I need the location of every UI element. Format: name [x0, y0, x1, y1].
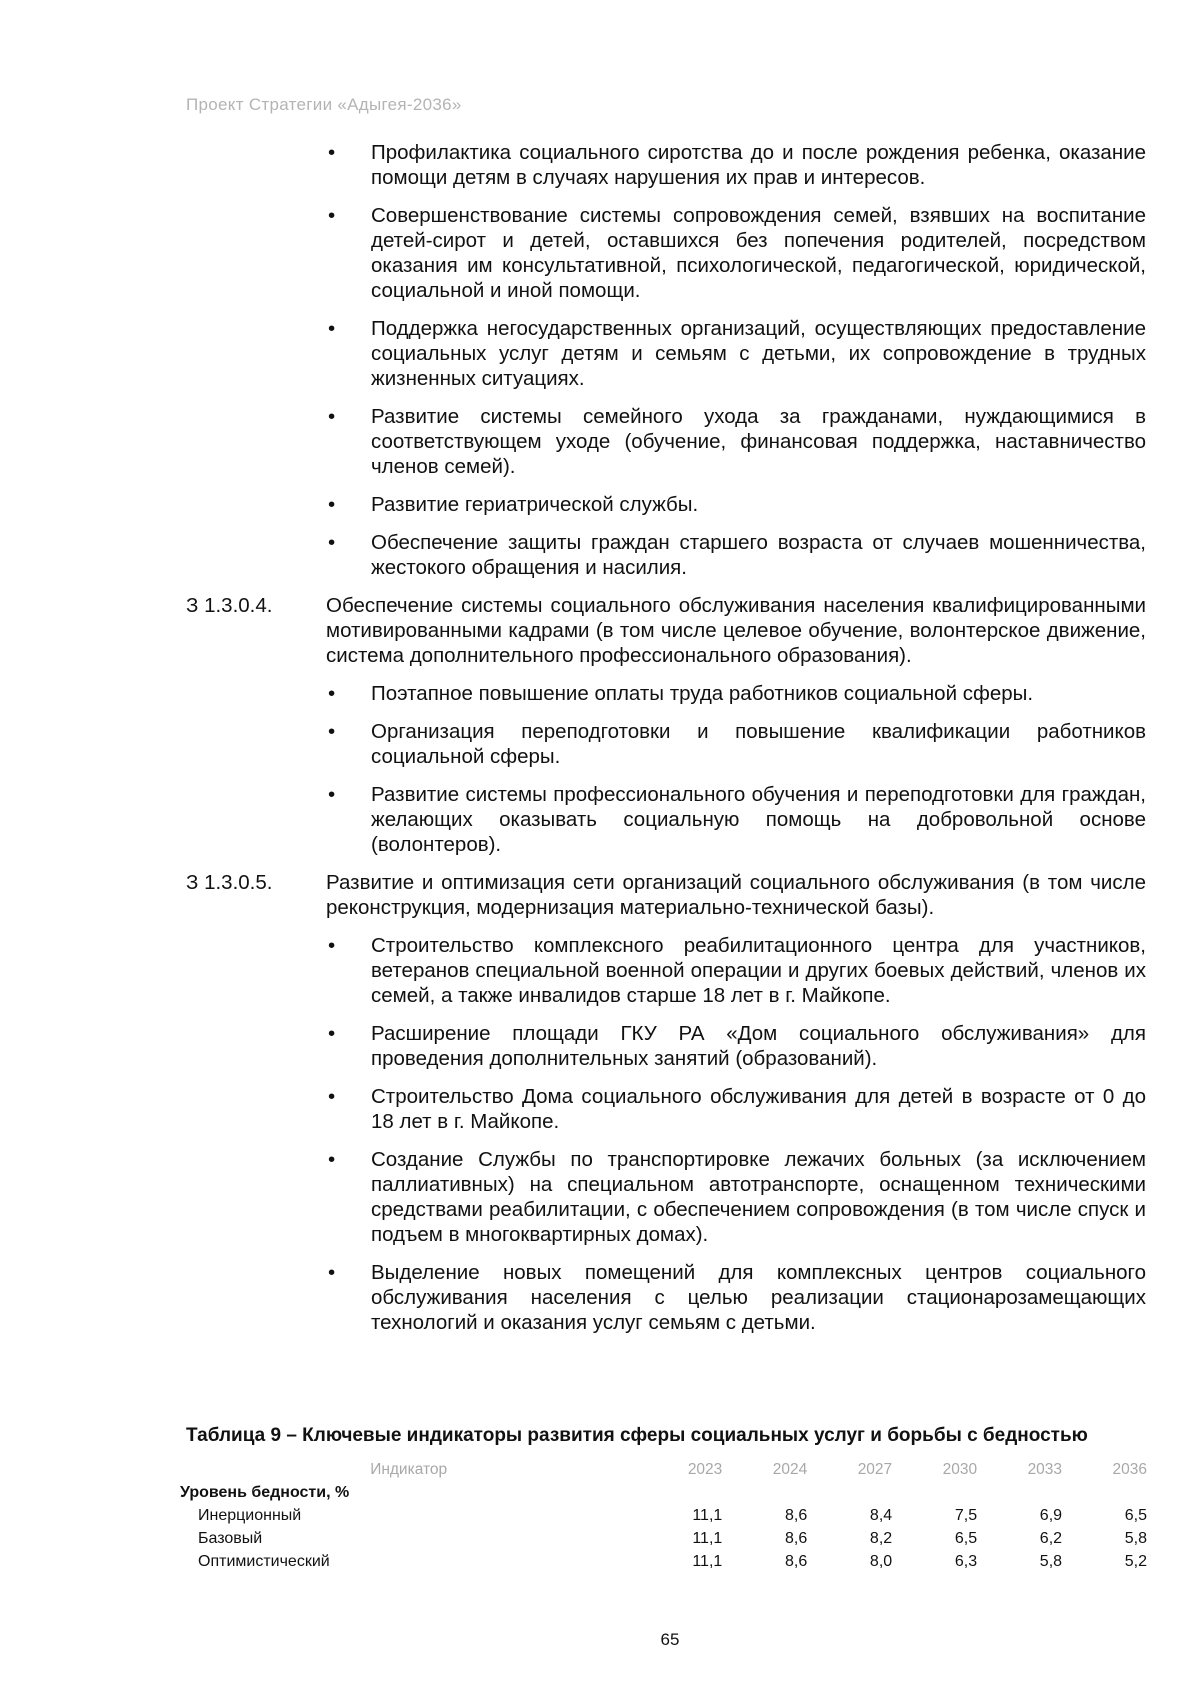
table-row [180, 1550, 1147, 1573]
list-item [186, 1021, 1146, 1071]
table-title: Таблица 9 – Ключевые индикаторы развития сферы социальных услуг и борьбы с бедностью [186, 1425, 1088, 1446]
section-item [186, 870, 1146, 920]
bullet-icon: • [328, 783, 336, 806]
bullet-icon: • [328, 1261, 336, 1284]
bullet-icon: • [328, 1148, 336, 1171]
table-cell: 8,2 [869, 1529, 893, 1547]
bullet-icon: • [328, 141, 336, 164]
section-text: Развитие и оптимизация сети организаций социального обслуживания (в том числе реконструкция, модернизация материально-технической базы). [326, 871, 1146, 919]
header-year: 2033 [1027, 1460, 1063, 1478]
body-text [186, 140, 1146, 1348]
table-cell: 5,8 [1039, 1552, 1063, 1570]
section-number: З 1.3.0.5. [186, 871, 273, 894]
list-item-text: Создание Службы по транспортировке лежачих больных (за исключением паллиативных) на специальном автотранспорте, оснащенном техническими средствами реабилитации, с обеспечением сопровождения (в том числе спуск и подъем в многоквартирных домах). [371, 1148, 1146, 1246]
list-item-text: Расширение площади ГКУ РА «Дом социального обслуживания» для проведения дополнительных занятий (образований). [371, 1022, 1146, 1070]
list-item [186, 203, 1146, 303]
page-number: 65 [660, 1630, 680, 1649]
table-cell: 11,1 [692, 1552, 723, 1570]
row-label: Инерционный [198, 1506, 302, 1524]
bullet-icon: • [328, 493, 336, 516]
section-item [186, 593, 1146, 668]
bullet-icon: • [328, 317, 336, 340]
list-item-text: Поддержка негосударственных организаций, осуществляющих предоставление социальных услуг детям и семьям с детьми, их сопровождение в трудных жизненных ситуациях. [371, 317, 1146, 390]
bullet-icon: • [328, 1085, 336, 1108]
table-cell: 5,8 [1124, 1529, 1147, 1547]
list-item-text: Организация переподготовки и повышение квалификации работников социальной сферы. [371, 720, 1146, 768]
list-item-text: Профилактика социального сиротства до и после рождения ребенка, оказание помощи детям в случаях нарушения их прав и интересов. [371, 141, 1146, 189]
bullet-icon: • [328, 1022, 336, 1045]
list-item [186, 404, 1146, 479]
row-label: Базовый [198, 1529, 263, 1547]
list-item [186, 316, 1146, 391]
list-item-text: Обеспечение защиты граждан старшего возраста от случаев мошенничества, жестокого обращения и насилия. [371, 531, 1146, 579]
header-year: 2027 [857, 1460, 893, 1478]
list-item-text: Поэтапное повышение оплаты труда работников социальной сферы. [371, 682, 1034, 705]
bullet-icon: • [328, 204, 336, 227]
list-item [186, 140, 1146, 190]
list-item-text: Строительство Дома социального обслуживания для детей в возрасте от 0 до 18 лет в г. Майкопе. [371, 1085, 1146, 1133]
table-cell: 6,5 [954, 1529, 978, 1547]
header-year: 2023 [687, 1460, 723, 1478]
table-row [180, 1527, 1147, 1550]
table-group-row [180, 1481, 1147, 1504]
list-item-text: Развитие системы семейного ухода за гражданами, нуждающимися в соответствующем уходе (обучение, финансовая поддержка, наставничество членов семей). [371, 405, 1146, 478]
list-item [186, 782, 1146, 857]
row-label: Оптимистический [198, 1552, 330, 1570]
table-cell: 6,3 [954, 1552, 978, 1570]
section-text: Обеспечение системы социального обслуживания населения квалифицированными мотивированными кадрами (в том числе целевое обучение, волонтерское движение, система дополнительного профессионального образования). [326, 594, 1146, 667]
table-cell: 8,4 [869, 1506, 893, 1524]
header-year: 2036 [1112, 1460, 1147, 1478]
bullet-icon: • [328, 934, 336, 957]
table-cell: 6,9 [1039, 1506, 1063, 1524]
list-item [186, 1084, 1146, 1134]
table-row [180, 1504, 1147, 1527]
table-cell: 8,6 [784, 1506, 808, 1524]
list-item [186, 681, 1146, 706]
header-year: 2030 [942, 1460, 978, 1478]
list-item-text: Развитие системы профессионального обучения и переподготовки для граждан, желающих оказывать социальную помощь на добровольной основе (волонтеров). [371, 783, 1146, 856]
bullet-icon: • [328, 405, 336, 428]
table-cell: 8,6 [784, 1552, 808, 1570]
list-item-text: Выделение новых помещений для комплексных центров социального обслуживания населения с целью реализации стационарозамещающих технологий и оказания услуг семьям с детьми. [371, 1261, 1146, 1334]
indicators-table [180, 1458, 1147, 1573]
list-item-text: Строительство комплексного реабилитационного центра для участников, ветеранов специальной военной операции и других боевых действий, членов их семей, а также инвалидов старше 18 лет в г. Майкопе. [371, 934, 1146, 1007]
section-number: З 1.3.0.4. [186, 594, 273, 617]
table-cell: 11,1 [692, 1529, 723, 1547]
table-cell: 7,5 [954, 1506, 978, 1524]
header-indicator: Индикатор [370, 1460, 448, 1478]
list-item [186, 530, 1146, 580]
table-cell: 11,1 [692, 1506, 723, 1524]
list-item [186, 1147, 1146, 1247]
bullet-icon: • [328, 531, 336, 554]
list-item-text: Развитие гериатрической службы. [371, 493, 699, 516]
list-item [186, 719, 1146, 769]
table-cell: 6,2 [1039, 1529, 1063, 1547]
list-item [186, 933, 1146, 1008]
header-year: 2024 [772, 1460, 808, 1478]
list-item [186, 1260, 1146, 1335]
list-item [186, 492, 1146, 517]
group-label: Уровень бедности, % [180, 1483, 350, 1501]
table-cell: 8,6 [784, 1529, 808, 1547]
table-header-row [180, 1458, 1147, 1481]
bullet-icon: • [328, 682, 336, 705]
bullet-icon: • [328, 720, 336, 743]
table-cell: 6,5 [1124, 1506, 1147, 1524]
list-item-text: Совершенствование системы сопровождения семей, взявших на воспитание детей-сирот и детей, оставшихся без попечения родителей, посредством оказания им консультативной, психологической, педагогической, юридической, социальной и иной помощи. [371, 204, 1146, 302]
table-cell: 8,0 [869, 1552, 893, 1570]
page-header: Проект Стратегии «Адыгея-2036» [186, 95, 462, 114]
table-cell: 5,2 [1124, 1552, 1147, 1570]
